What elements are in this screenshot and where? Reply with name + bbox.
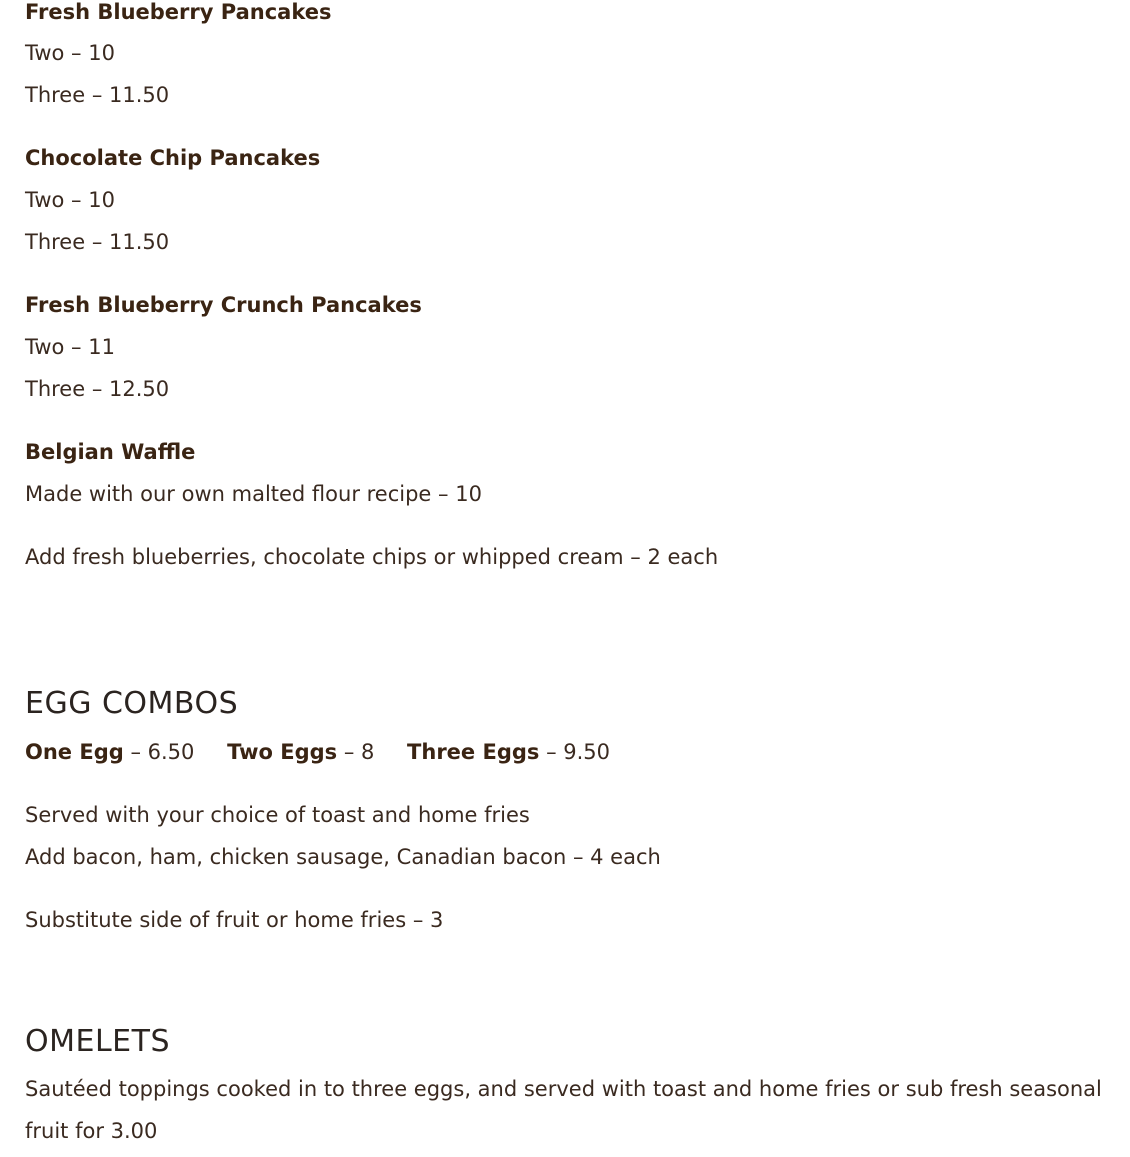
item-name-chocolate-chip-pancakes: Chocolate Chip Pancakes	[25, 146, 321, 170]
egg-option	[25, 740, 194, 764]
item-option: Three – 11.50	[25, 83, 170, 107]
egg-option-name: One Egg	[25, 740, 124, 764]
egg-option-name: Two Eggs	[227, 740, 338, 764]
egg-options-row	[25, 740, 636, 764]
egg-option-price: – 6.50	[123, 740, 195, 764]
section-title-egg-combos: EGG COMBOS	[25, 686, 239, 721]
egg-substitute-note: Substitute side of fruit or home fries – 3	[25, 908, 444, 932]
item-description: Made with our own malted flour recipe – 10	[25, 482, 482, 506]
item-option: Two – 10	[25, 41, 115, 65]
egg-option-price: – 9.50	[539, 740, 610, 764]
item-option: Three – 11.50	[25, 230, 170, 254]
egg-option-price: – 8	[337, 740, 375, 764]
item-name-fresh-blueberry-pancakes: Fresh Blueberry Pancakes	[25, 0, 332, 24]
item-name-belgian-waffle: Belgian Waffle	[25, 440, 196, 464]
egg-option	[407, 740, 610, 764]
egg-option-name: Three Eggs	[407, 740, 540, 764]
section-title-omelets: OMELETS	[25, 1024, 170, 1059]
item-option: Two – 10	[25, 188, 115, 212]
item-option: Three – 12.50	[25, 377, 170, 401]
egg-served-note: Served with your choice of toast and home fries	[25, 803, 530, 827]
egg-add-note: Add bacon, ham, chicken sausage, Canadian bacon – 4 each	[25, 845, 661, 869]
egg-option	[227, 740, 374, 764]
omelets-description: Sautéed toppings cooked in to three eggs, and served with toast and home fries or sub fresh seasonal fruit for 3.00	[25, 1077, 1102, 1143]
item-addon: Add fresh blueberries, chocolate chips or whipped cream – 2 each	[25, 545, 719, 569]
item-name-fresh-blueberry-crunch-pancakes: Fresh Blueberry Crunch Pancakes	[25, 293, 422, 317]
item-option: Two – 11	[25, 335, 115, 359]
